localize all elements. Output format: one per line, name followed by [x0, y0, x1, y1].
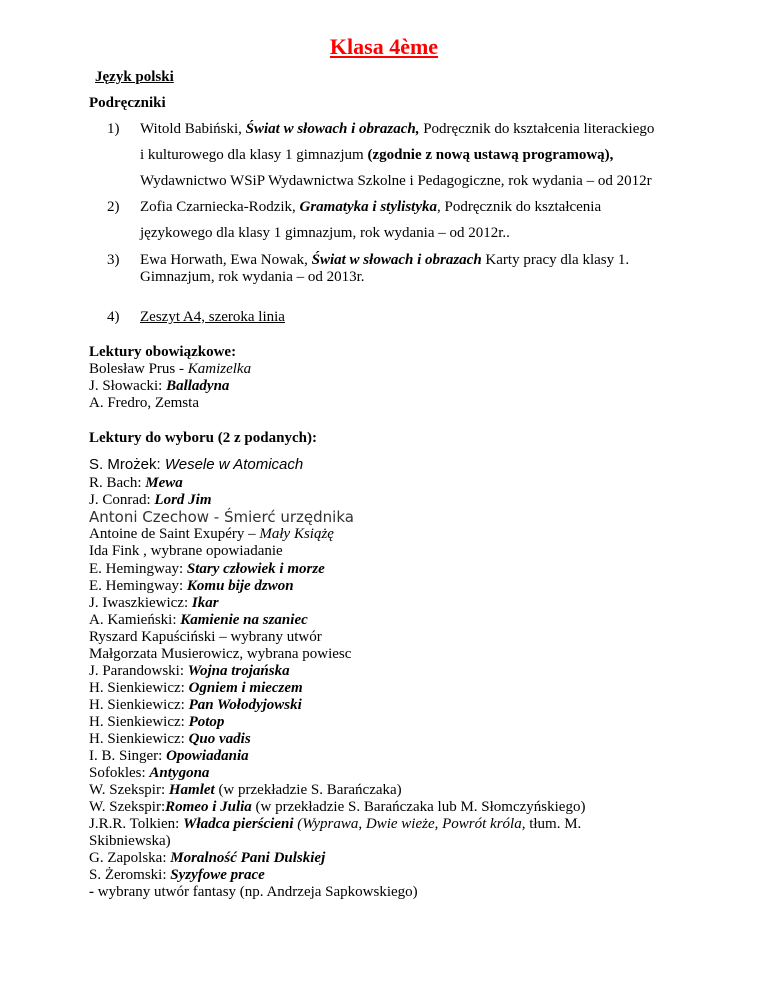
book-title: Syzyfowe prace — [170, 867, 265, 883]
textbook-1-line-2 — [140, 147, 613, 164]
optional-item: Ryszard Kapuściński – wybrany utwór — [89, 629, 322, 645]
book-note: (w przekładzie S. Barańczaka lub M. Słomczyńskiego) — [251, 799, 586, 815]
optional-item — [89, 850, 325, 867]
subject-heading: Język polski — [95, 69, 174, 85]
book-author: H. Sienkiewicz: — [89, 714, 189, 730]
optional-item: Ida Fink , wybrane opowiadanie — [89, 543, 283, 559]
book-title: Kamizelka — [187, 361, 252, 377]
book-title: Balladyna — [166, 378, 230, 394]
book-title: Opowiadania — [166, 748, 249, 764]
book-author: A. Fredro, Zemsta — [89, 395, 199, 411]
optional-item — [89, 475, 183, 492]
book-title: Lord Jim — [154, 492, 212, 508]
textbooks-heading: Podręczniki — [89, 95, 166, 111]
textbook-desc: Podręcznik do kształcenia literackiego — [419, 121, 655, 137]
book-author: W. Szekspir: — [89, 799, 166, 815]
book-author: Bolesław Prus - — [89, 361, 188, 377]
book-title: Romeo i Julia — [165, 799, 252, 815]
optional-item — [89, 578, 294, 595]
optional-item — [89, 663, 290, 680]
optional-item — [89, 612, 308, 629]
book-author: E. Hemingway: — [89, 578, 187, 594]
optional-item — [89, 595, 219, 612]
book-title: Hamlet — [168, 782, 215, 798]
book-author: J. Iwaszkiewicz: — [89, 595, 192, 611]
optional-item — [89, 731, 251, 748]
book-title: Mewa — [145, 475, 183, 491]
dash: - — [89, 884, 94, 900]
optional-item — [89, 561, 325, 578]
book-author: H. Sienkiewicz: — [89, 680, 189, 696]
optional-item — [89, 526, 334, 543]
book-title: Kamienie na szaniec — [180, 612, 308, 628]
item-number: 4) — [107, 309, 120, 325]
book-author: H. Sienkiewicz: — [89, 731, 189, 747]
book-title: Komu bije dzwon — [186, 578, 294, 594]
textbook-title: Gramatyka i stylistyka — [299, 199, 438, 215]
book-author: Antoine de Saint Exupéry – — [89, 526, 260, 542]
mandatory-item — [89, 361, 251, 378]
book-title: Antygona — [149, 765, 210, 781]
textbook-desc: , Podręcznik do kształcenia — [437, 199, 602, 215]
optional-item — [89, 765, 209, 782]
textbook-title: Świat w słowach i obrazach — [311, 252, 482, 268]
optional-item — [89, 492, 212, 509]
textbook-desc: Karty pracy dla klasy 1. — [481, 252, 630, 268]
book-title: Stary człowiek i morze — [186, 561, 325, 577]
book-author: J. Conrad: — [89, 492, 155, 508]
book-author: J. Słowacki: — [89, 378, 167, 394]
textbook-author: Witold Babiński, — [140, 121, 246, 137]
textbook-2-line-1 — [140, 199, 601, 216]
book-author: I. B. Singer: — [89, 748, 167, 764]
book-author: W. Szekspir: — [89, 782, 169, 798]
textbook-note: (zgodnie z nową ustawą programową), — [367, 147, 614, 163]
optional-item — [89, 680, 303, 697]
book-note: tłum. M. — [525, 816, 582, 832]
optional-heading: Lektury do wyboru (2 z podanych): — [89, 430, 317, 446]
textbook-2-line-2: językowego dla klasy 1 gimnazjum, rok wydania – od 2012r.. — [140, 225, 510, 241]
textbook-author: Zofia Czarniecka-Rodzik, — [140, 199, 300, 215]
optional-item — [89, 782, 402, 799]
optional-item — [89, 816, 581, 833]
book-author: S. Żeromski: — [89, 867, 171, 883]
optional-item — [89, 714, 224, 731]
optional-item: Małgorzata Musierowicz, wybrana powiesc — [89, 646, 352, 662]
book-title: Ikar — [191, 595, 219, 611]
book-title: Moralność Pani Dulskiej — [170, 850, 326, 866]
textbook-title: Świat w słowach i obrazach, — [245, 121, 420, 137]
book-title: Potop — [188, 714, 225, 730]
textbook-4-line-1: Zeszyt A4, szeroka linia — [140, 309, 285, 325]
book-desc: wybrany utwór fantasy (np. Andrzeja Sapkowskiego) — [94, 884, 418, 900]
book-author: J.R.R. Tolkien: — [89, 816, 184, 832]
textbook-1-line-1 — [140, 121, 654, 138]
textbook-desc: i kulturowego dla klasy 1 gimnazjum — [140, 147, 368, 163]
textbook-3-line-1 — [140, 252, 629, 269]
optional-item — [89, 884, 418, 901]
book-title: Quo vadis — [188, 731, 251, 747]
book-title: Władca pierścieni — [183, 816, 294, 832]
item-number: 3) — [107, 252, 120, 268]
book-author: E. Hemingway: — [89, 561, 187, 577]
book-author: G. Zapolska: — [89, 850, 171, 866]
book-title: Wesele w Atomicach — [164, 456, 304, 473]
item-number: 2) — [107, 199, 120, 215]
optional-item — [89, 748, 249, 765]
book-author: S. Mrożek: — [89, 456, 165, 473]
textbook-author: Ewa Horwath, Ewa Nowak, — [140, 252, 312, 268]
book-author: R. Bach: — [89, 475, 146, 491]
book-author: A. Kamieński: — [89, 612, 181, 628]
optional-item — [89, 799, 585, 816]
book-author: Sofokles: — [89, 765, 150, 781]
mandatory-item — [89, 378, 229, 395]
optional-item — [89, 455, 303, 475]
mandatory-item — [89, 395, 199, 412]
textbook-3-line-2: Gimnazjum, rok wydania – od 2013r. — [140, 269, 365, 285]
book-title: Ogniem i mieczem — [188, 680, 303, 696]
optional-item: Antoni Czechow - Śmierć urzędnika — [89, 508, 354, 526]
textbook-1-line-3: Wydawnictwo WSiP Wydawnictwa Szkolne i Pedagogiczne, rok wydania – od 2012r — [140, 173, 652, 189]
book-title: Pan Wołodyjowski — [188, 697, 302, 713]
book-title: Mały Książę — [259, 526, 334, 542]
book-parts: (Wyprawa, Dwie wieże, Powrót króla, — [293, 816, 526, 832]
book-title: Wojna trojańska — [187, 663, 290, 679]
mandatory-heading: Lektury obowiązkowe: — [89, 344, 237, 360]
book-note: (w przekładzie S. Barańczaka) — [214, 782, 402, 798]
book-author: H. Sienkiewicz: — [89, 697, 189, 713]
item-number: 1) — [107, 121, 120, 137]
optional-item — [89, 867, 265, 884]
page-title: Klasa 4ème — [329, 34, 439, 59]
optional-item — [89, 697, 302, 714]
optional-item-continued: Skibniewska) — [89, 833, 171, 849]
book-author: J. Parandowski: — [89, 663, 188, 679]
